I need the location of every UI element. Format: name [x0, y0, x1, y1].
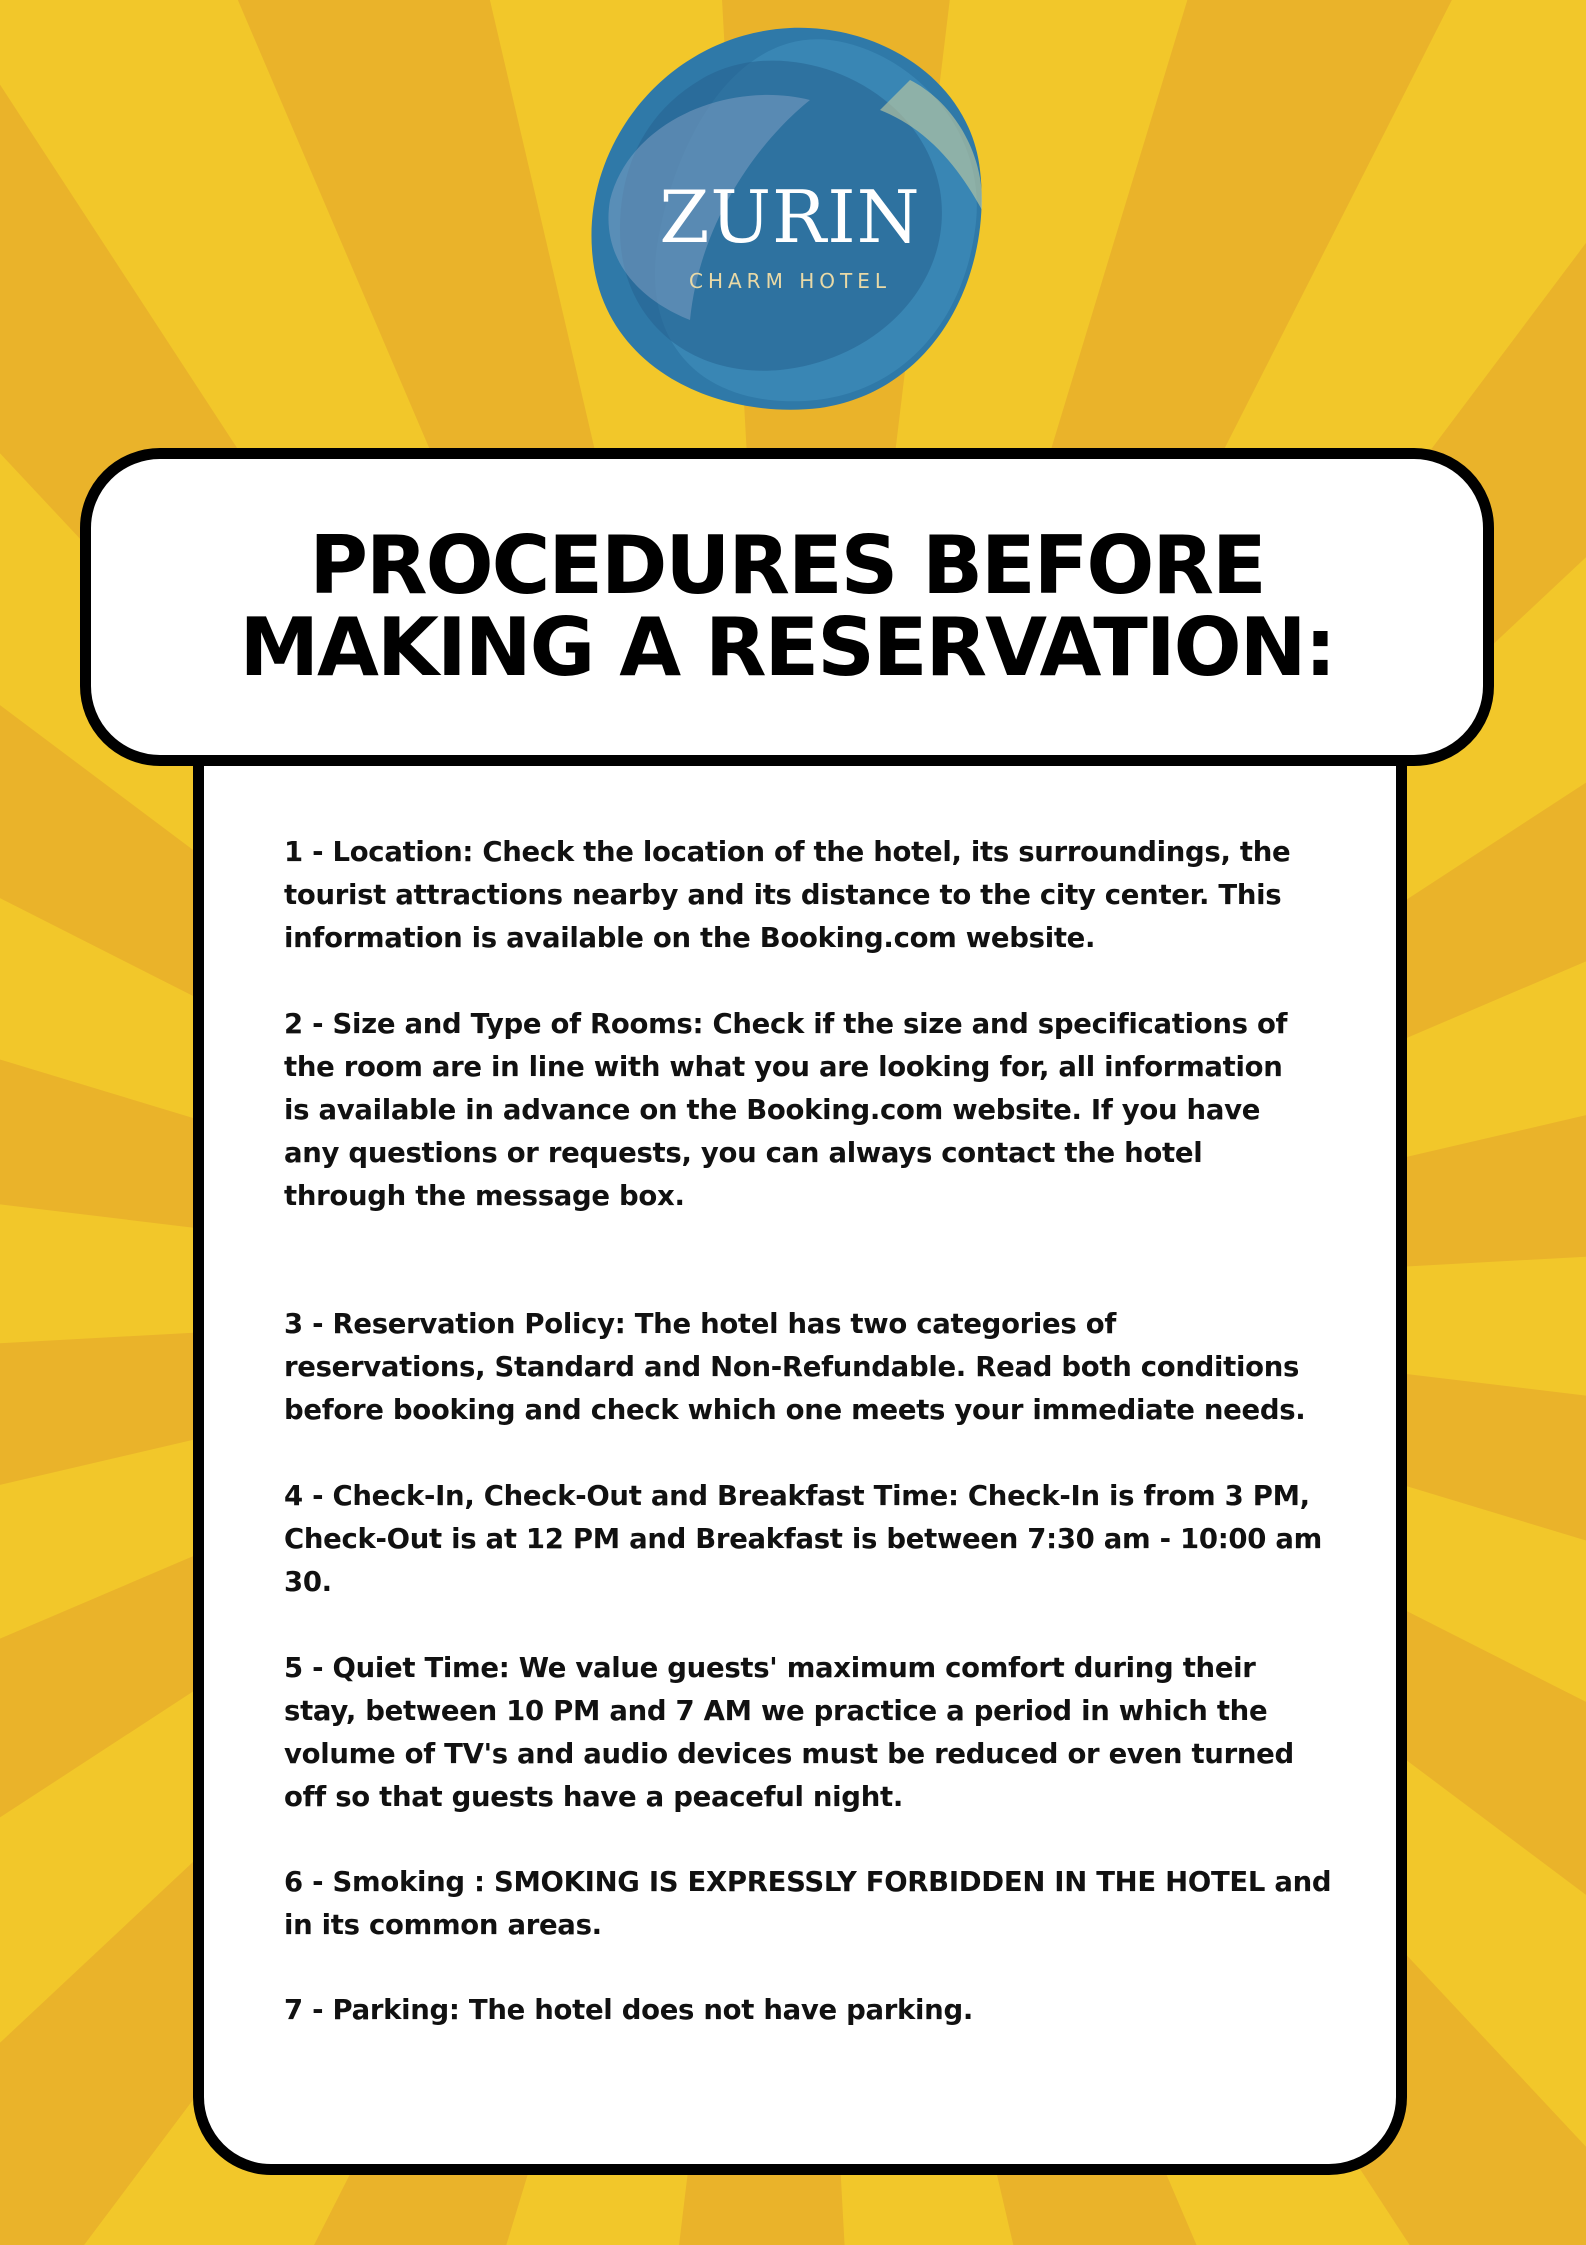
logo-name: ZURIN [659, 175, 921, 259]
procedure-line: 1 - Location: Check the location of the hotel, its surroundings, the [284, 836, 1291, 868]
procedure-item-reservation-policy [284, 1303, 1344, 1432]
procedure-item-smoking [284, 1861, 1344, 1947]
procedure-line: volume of TV's and audio devices must be reduced or even turned [284, 1738, 1294, 1770]
procedure-line: in its common areas. [284, 1909, 602, 1941]
procedure-item-check-in-times [284, 1475, 1344, 1604]
procedure-line: 5 - Quiet Time: We value guests' maximum comfort during their [284, 1652, 1256, 1684]
procedures-list [193, 735, 1407, 2175]
procedure-line: 4 - Check-In, Check-Out and Breakfast Time: Check-In is from 3 PM, [284, 1480, 1310, 1512]
page-title-line-1: PROCEDURES BEFORE [309, 519, 1265, 612]
procedure-line: 2 - Size and Type of Rooms: Check if the size and specifications of [284, 1008, 1288, 1040]
procedure-line: tourist attractions nearby and its distance to the city center. This [284, 879, 1282, 911]
logo-tagline: CHARM HOTEL [689, 269, 891, 293]
procedure-line: 6 - Smoking : SMOKING IS EXPRESSLY FORBIDDEN IN THE HOTEL and [284, 1866, 1332, 1898]
procedure-line: any questions or requests, you can always contact the hotel [284, 1137, 1203, 1169]
procedure-line: Check-Out is at 12 PM and Breakfast is between 7:30 am - 10:00 am [284, 1523, 1322, 1555]
procedure-item-location [284, 831, 1344, 960]
procedure-item-parking [284, 1989, 1344, 2032]
procedure-line: 30. [284, 1566, 332, 1598]
page-title-line-2: MAKING A RESERVATION: [239, 601, 1335, 694]
procedure-line: before booking and check which one meets your immediate needs. [284, 1394, 1306, 1426]
procedure-item-rooms [284, 1003, 1344, 1218]
hotel-logo [580, 20, 1000, 420]
procedure-line: reservations, Standard and Non-Refundable. Read both conditions [284, 1351, 1300, 1383]
procedure-line: 7 - Parking: The hotel does not have parking. [284, 1994, 973, 2026]
procedure-line: is available in advance on the Booking.com website. If you have [284, 1094, 1261, 1126]
procedure-line: the room are in line with what you are looking for, all information [284, 1051, 1283, 1083]
procedure-line: 3 - Reservation Policy: The hotel has two categories of [284, 1308, 1116, 1340]
procedure-line: information is available on the Booking.com website. [284, 922, 1096, 954]
procedure-line: off so that guests have a peaceful night. [284, 1781, 903, 1813]
procedure-line: through the message box. [284, 1180, 685, 1212]
procedure-line: stay, between 10 PM and 7 AM we practice a period in which the [284, 1695, 1268, 1727]
heading-box [80, 448, 1494, 766]
procedure-item-quiet-time [284, 1647, 1344, 1819]
